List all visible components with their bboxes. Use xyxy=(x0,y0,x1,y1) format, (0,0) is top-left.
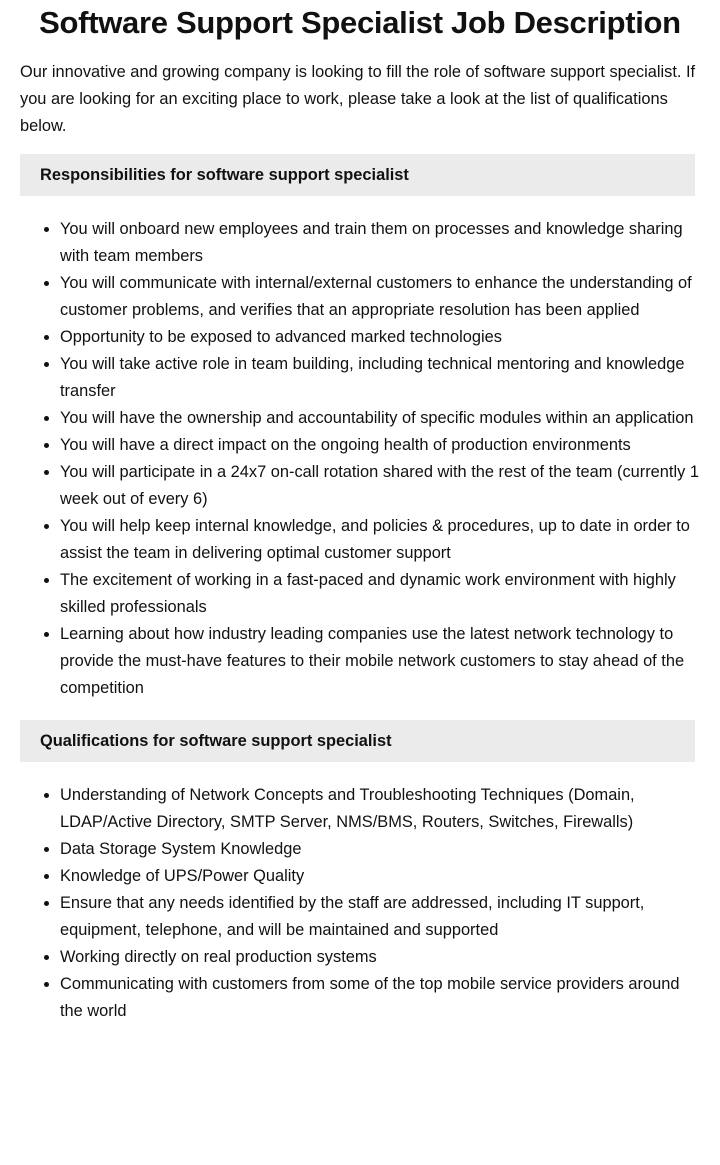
list-item: • Working directly on real production systems xyxy=(60,944,700,971)
list-item: • Ensure that any needs identified by the staff are addressed, including IT support, equipment, telephone, and will be maintained and supported xyxy=(60,890,700,944)
list-item: • You will take active role in team building, including technical mentoring and knowledge transfer xyxy=(60,351,700,405)
list-item: • Learning about how industry leading companies use the latest network technology to provide the must-have features to their mobile network customers to stay ahead of the competition xyxy=(60,621,700,702)
responsibilities-list xyxy=(20,216,700,702)
qualifications-heading: Qualifications for software support specialist xyxy=(20,720,695,762)
list-item: • Knowledge of UPS/Power Quality xyxy=(60,863,700,890)
list-item: • You will communicate with internal/external customers to enhance the understanding of customer problems, and verifies that an appropriate resolution has been applied xyxy=(60,270,700,324)
list-item: • You will onboard new employees and train them on processes and knowledge sharing with team members xyxy=(60,216,700,270)
list-item: • Data Storage System Knowledge xyxy=(60,836,700,863)
intro-paragraph: Our innovative and growing company is looking to fill the role of software support specialist. If you are looking for an exciting place to work, please take a look at the list of qualifications below. xyxy=(20,63,696,135)
list-item: • You will have the ownership and accountability of specific modules within an application xyxy=(60,405,700,432)
qualifications-list xyxy=(20,782,700,1025)
list-item: • You will participate in a 24x7 on-call rotation shared with the rest of the team (currently 1 week out of every 6) xyxy=(60,459,700,513)
list-item: • You will help keep internal knowledge, and policies & procedures, up to date in order to assist the team in delivering optimal customer support xyxy=(60,513,700,567)
list-item: • The excitement of working in a fast-paced and dynamic work environment with highly skilled professionals xyxy=(60,567,700,621)
list-item: • Communicating with customers from some of the top mobile service providers around the world xyxy=(60,971,700,1025)
list-item: • Understanding of Network Concepts and Troubleshooting Techniques (Domain, LDAP/Active Directory, SMTP Server, NMS/BMS, Routers, Switches, Firewalls) xyxy=(60,782,700,836)
list-item: • Opportunity to be exposed to advanced marked technologies xyxy=(60,324,700,351)
list-item: • You will have a direct impact on the ongoing health of production environments xyxy=(60,432,700,459)
responsibilities-heading: Responsibilities for software support specialist xyxy=(20,154,695,196)
page-title: Software Support Specialist Job Description xyxy=(39,5,681,40)
